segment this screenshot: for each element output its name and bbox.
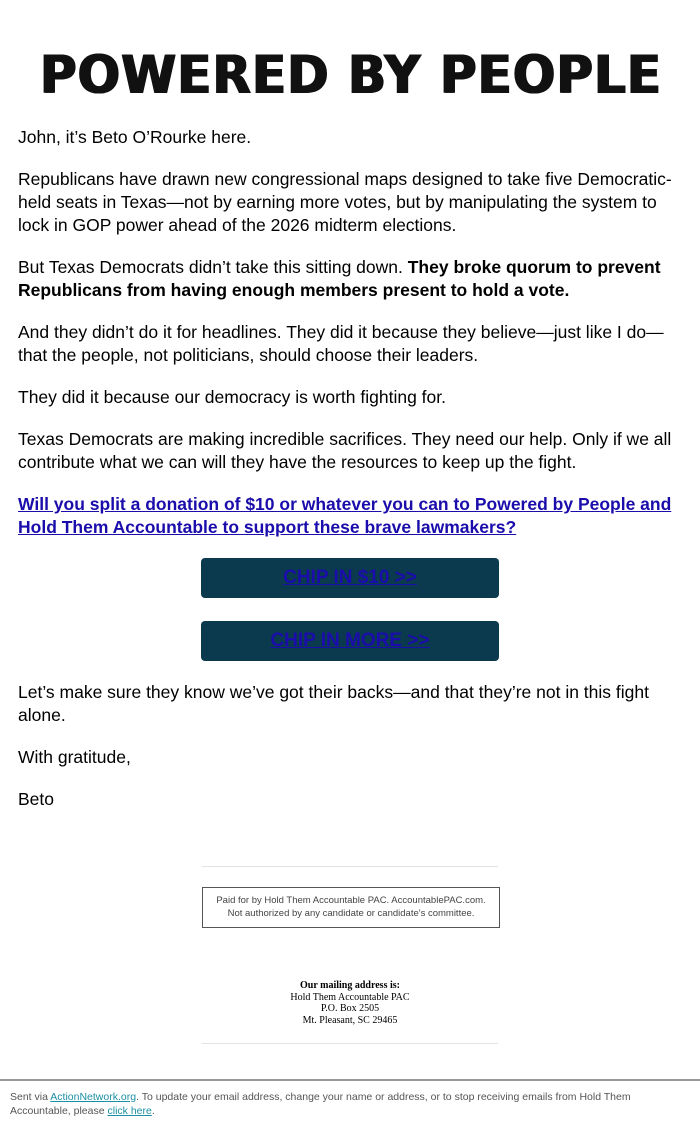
mailing-address [0, 980, 700, 1026]
mailing-line-2: P.O. Box 2505 [320, 1003, 380, 1014]
mailing-heading: Our mailing address is: [300, 980, 400, 991]
powered-by-people-logo: POWERED BY PEOPLE [39, 44, 661, 106]
divider-top [202, 866, 498, 867]
paragraph-2 [18, 256, 682, 302]
donate-link[interactable]: Will you split a donation of $10 or whatever you can to Powered by People and Hold Them Accountable to support these brave lawmakers? [18, 494, 672, 537]
footer-divider [0, 1079, 700, 1081]
unsubscribe-link[interactable]: click here [107, 1105, 152, 1117]
paragraph-3: And they didn’t do it for headlines. They did it because they believe—just like I do—that the people, not politicians, should choose their leaders. [18, 322, 664, 365]
greeting: John, it’s Beto O’Rourke here. [18, 127, 252, 147]
footer-suffix: . [151, 1105, 155, 1117]
footer [10, 1090, 680, 1118]
paragraph-5: Texas Democrats are making incredible sacrifices. They need our help. Only if we all contribute what we can will they have the resources to keep up the fight. [18, 429, 672, 472]
chip-in-more-button[interactable]: CHIP IN MORE >> [201, 621, 499, 661]
mailing-line-3: Mt. Pleasant, SC 29465 [302, 1014, 398, 1026]
footer-middle: . To update your email address, change your name or address, or to stop receiving emails from Hold Them Accountable, please [10, 1091, 631, 1117]
email-body [18, 126, 682, 830]
footer-prefix: Sent via [10, 1091, 51, 1103]
paragraph-2-text: But Texas Democrats didn’t take this sitting down. [18, 257, 408, 277]
signature: Beto [18, 789, 54, 809]
paragraph-6: Let’s make sure they know we’ve got their backs—and that they’re not in this fight alone. [18, 682, 649, 725]
paid-for-disclaimer: Paid for by Hold Them Accountable PAC. AccountablePAC.com. Not authorized by any candidate or candidate's committee. [202, 887, 500, 928]
divider-bottom [202, 1043, 498, 1044]
actionnetwork-link[interactable]: ActionNetwork.org [50, 1091, 137, 1103]
signoff: With gratitude, [18, 747, 131, 767]
cta-paragraph [18, 493, 682, 539]
paragraph-1: Republicans have drawn new congressional maps designed to take five Democratic-held seats in Texas—not by earning more votes, but by manipulating the system to lock in GOP power ahead of the 2026 midterm elections. [18, 169, 672, 235]
paragraph-2-bold: They broke quorum to prevent Republicans from having enough members present to hold a vote. [18, 257, 661, 300]
paragraph-4: They did it because our democracy is worth fighting for. [18, 387, 446, 407]
mailing-line-1: Hold Them Accountable PAC [290, 991, 410, 1003]
chip-in-10-button[interactable]: CHIP IN $10 >> [201, 558, 499, 598]
